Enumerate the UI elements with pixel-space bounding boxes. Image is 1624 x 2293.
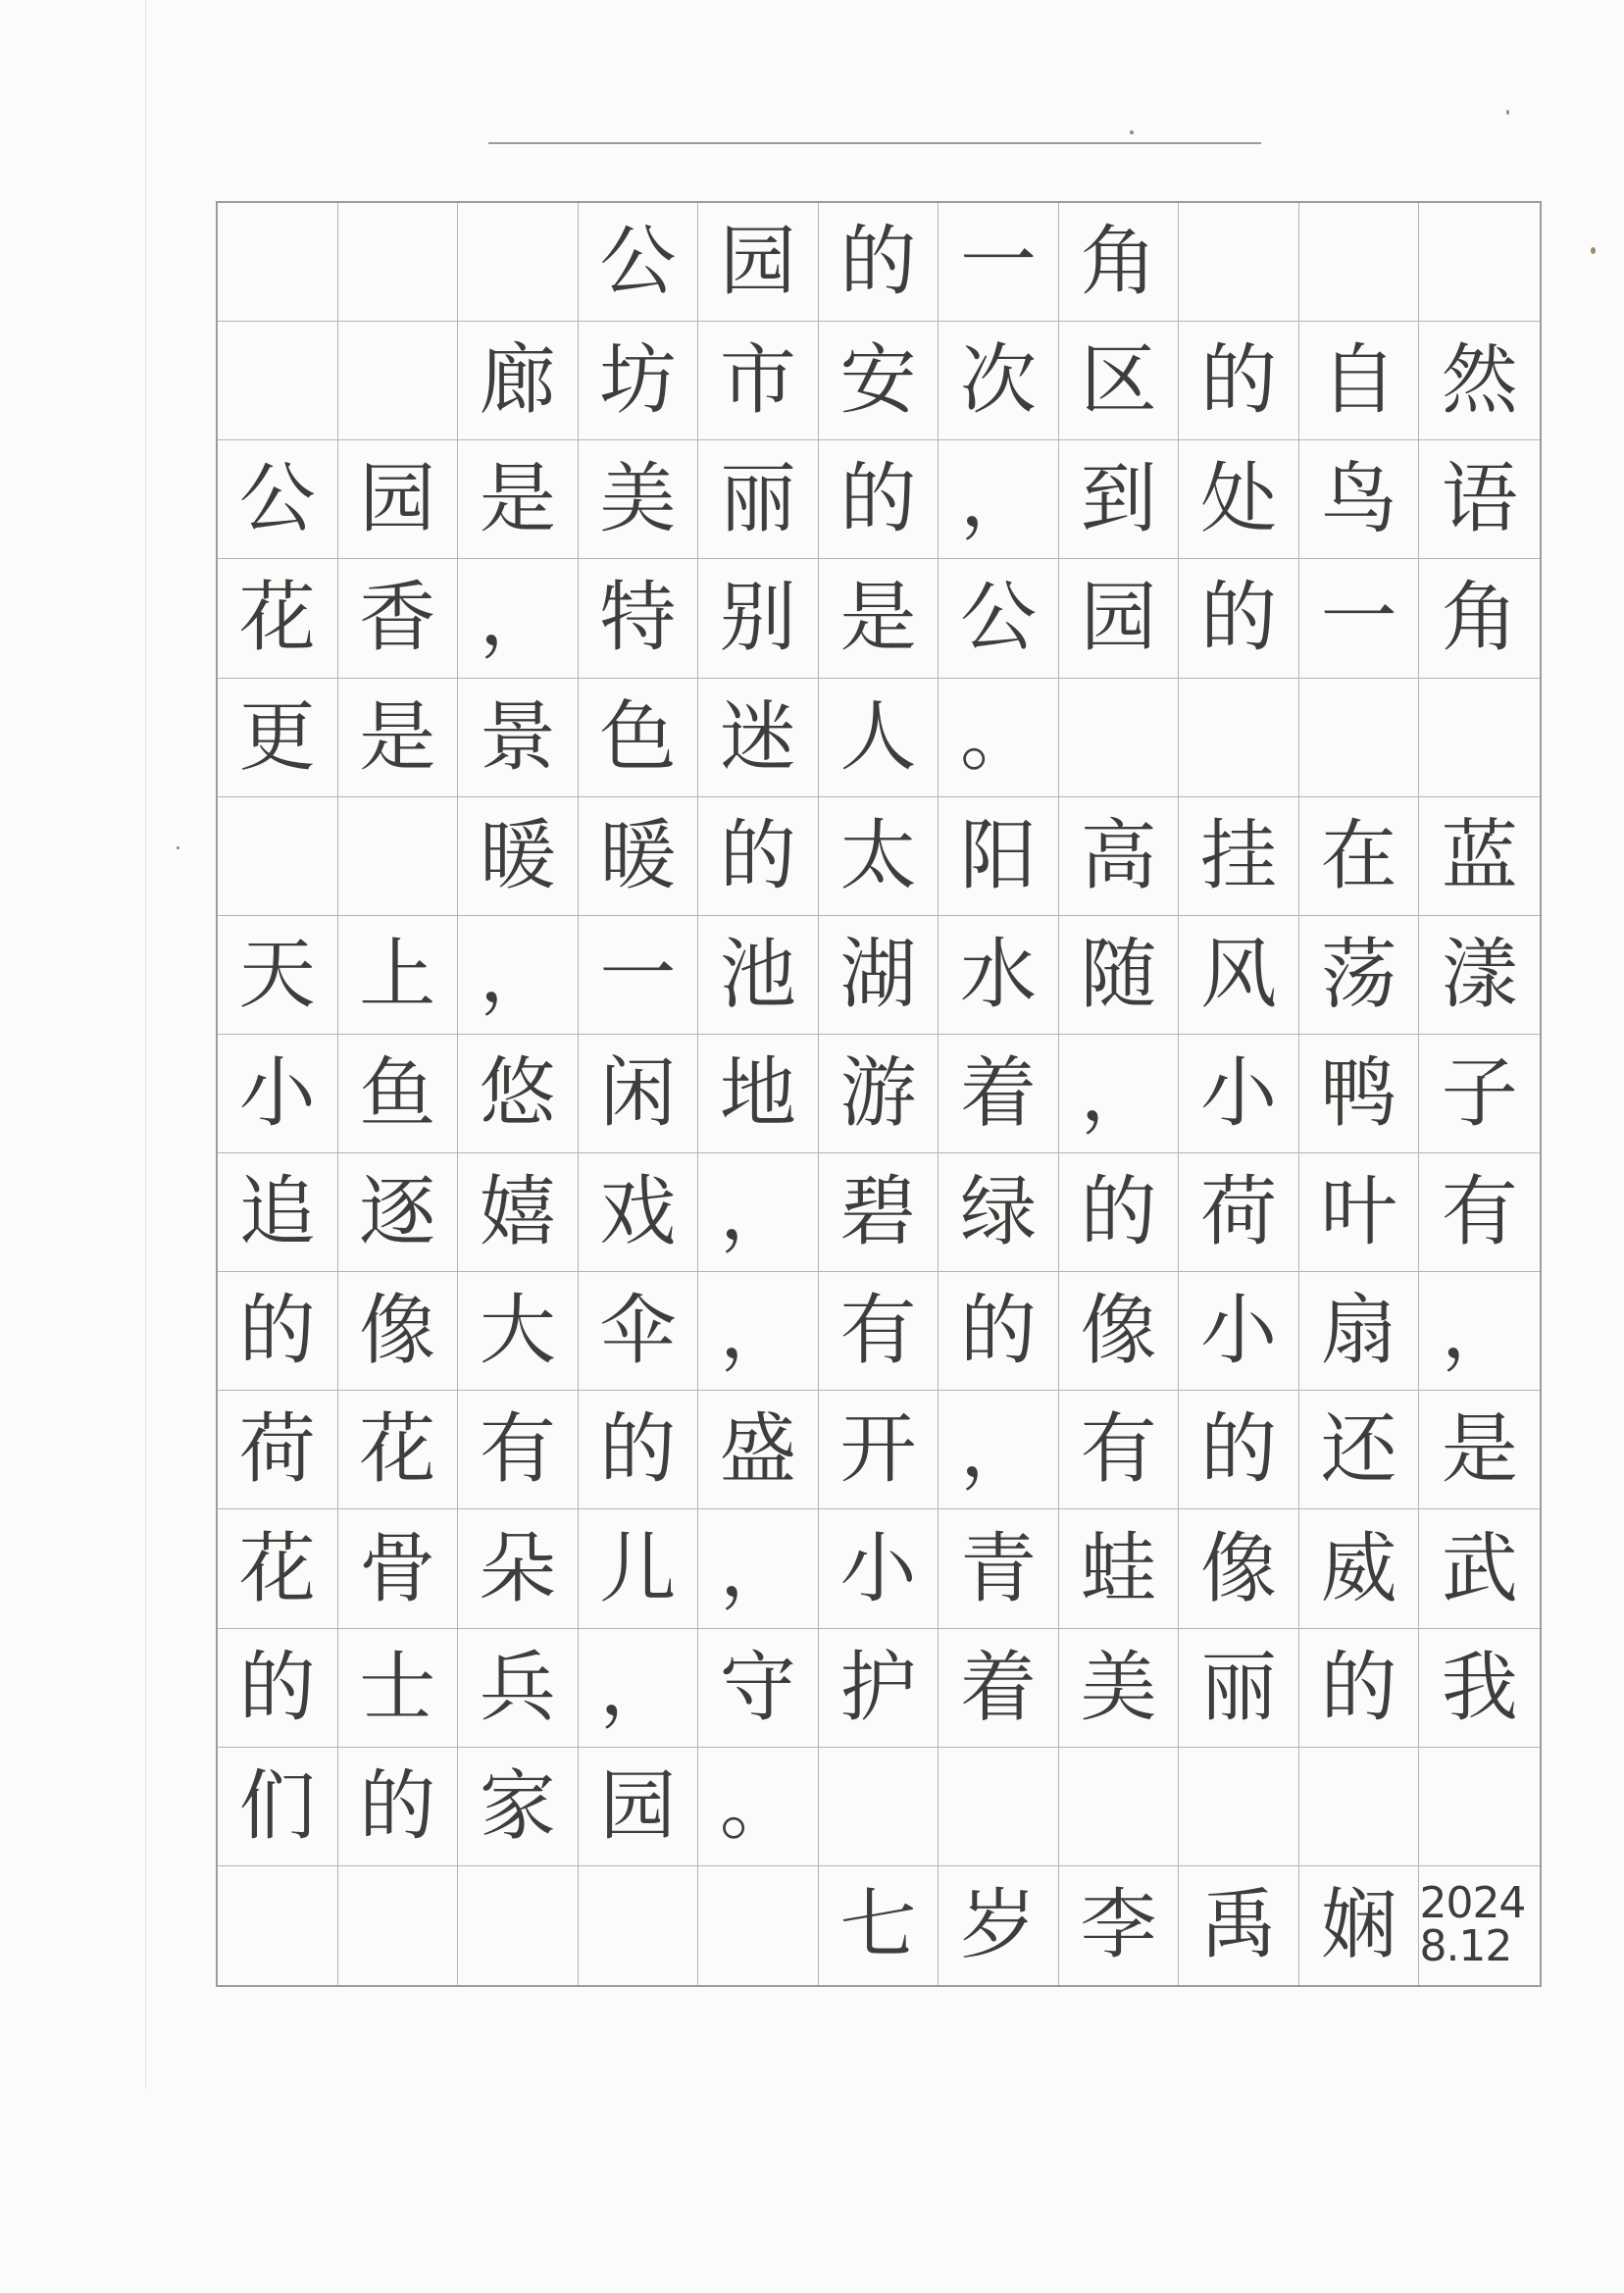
grid-cell: ， [698, 1509, 819, 1628]
grid-cell: 语 [1419, 440, 1540, 559]
grid-cell: 像 [338, 1272, 459, 1391]
grid-cell: 的 [1179, 559, 1299, 678]
grid-cell [1419, 679, 1540, 797]
grid-cell: 的 [819, 440, 939, 559]
grid-cell: 随 [1059, 916, 1180, 1035]
title-rule [488, 142, 1261, 144]
grid-cell: 朵 [458, 1509, 579, 1628]
grid-cell: 兵 [458, 1629, 579, 1748]
grid-cell: 。 [698, 1748, 819, 1866]
grid-cell: 的 [1179, 1391, 1299, 1509]
grid-cell: 闲 [579, 1035, 699, 1153]
grid-cell: 绿 [939, 1153, 1059, 1272]
grid-cell: 守 [698, 1629, 819, 1748]
grid-cell: 小 [1179, 1035, 1299, 1153]
ink-speck [1591, 247, 1596, 254]
grid-cell: 天 [218, 916, 338, 1035]
grid-cell: 坊 [579, 322, 699, 440]
grid-cell [218, 1866, 338, 1985]
grid-cell: 漾 [1419, 916, 1540, 1035]
grid-cell: ， [1059, 1035, 1180, 1153]
grid-cell [1179, 679, 1299, 797]
grid-cell: ， [939, 1391, 1059, 1509]
grid-cell: 岁 [939, 1866, 1059, 1985]
grid-cell: 逐 [338, 1153, 459, 1272]
grid-cell: 园 [1059, 559, 1180, 678]
grid-cell: 我 [1419, 1629, 1540, 1748]
grid-cell [1059, 679, 1180, 797]
grid-cell: 公 [218, 440, 338, 559]
grid-cell: 2024 8.12 [1419, 1878, 1526, 1972]
grid-cell: 有 [1419, 1153, 1540, 1272]
grid-cell: 区 [1059, 322, 1180, 440]
grid-cell: 廊 [458, 322, 579, 440]
grid-cell: 悠 [458, 1035, 579, 1153]
grid-cell: 阳 [939, 797, 1059, 916]
grid-cell: 公 [939, 559, 1059, 678]
grid-cell: 的 [218, 1629, 338, 1748]
grid-cell [698, 1866, 819, 1985]
grid-cell: 太 [819, 797, 939, 916]
grid-cell: 美 [1059, 1629, 1180, 1748]
grid-cell: 威 [1299, 1509, 1420, 1628]
grid-cell: 像 [1059, 1272, 1180, 1391]
grid-cell [218, 322, 338, 440]
grid-cell: 园 [579, 1748, 699, 1866]
grid-cell: 风 [1179, 916, 1299, 1035]
grid-cell: 公 [579, 203, 699, 322]
grid-cell [1059, 1748, 1180, 1866]
grid-cell: 戏 [579, 1153, 699, 1272]
grid-cell [338, 797, 459, 916]
grid-cell: 然 [1419, 322, 1540, 440]
grid-cell: 荷 [1179, 1153, 1299, 1272]
grid-cell: 花 [338, 1391, 459, 1509]
grid-cell: 是 [338, 679, 459, 797]
grid-cell: 园 [338, 440, 459, 559]
grid-cell: 的 [579, 1391, 699, 1509]
grid-cell: 上 [338, 916, 459, 1035]
grid-cell: 别 [698, 559, 819, 678]
paper-edge [145, 0, 146, 2089]
grid-cell: 挂 [1179, 797, 1299, 916]
grid-cell: 人 [819, 679, 939, 797]
grid-cell: 嬉 [458, 1153, 579, 1272]
grid-cell: 武 [1419, 1509, 1540, 1628]
grid-cell: 园 [698, 203, 819, 322]
grid-cell: 小 [819, 1509, 939, 1628]
grid-cell: ， [1419, 1272, 1540, 1391]
grid-cell: ， [939, 440, 1059, 559]
grid-cell: 蓝 [1419, 797, 1540, 916]
grid-cell: 像 [1179, 1509, 1299, 1628]
grid-cell [1299, 1748, 1420, 1866]
grid-cell: 小 [1179, 1272, 1299, 1391]
grid-cell [819, 1748, 939, 1866]
grid-cell [338, 322, 459, 440]
grid-cell: 儿 [579, 1509, 699, 1628]
grid-cell: 着 [939, 1035, 1059, 1153]
grid-cell [1419, 1748, 1540, 1866]
grid-cell: 景 [458, 679, 579, 797]
grid-cell: 护 [819, 1629, 939, 1748]
grid-cell: 安 [819, 322, 939, 440]
grid-cell: 的 [338, 1748, 459, 1866]
grid-cell: 一 [939, 203, 1059, 322]
grid-cell [338, 203, 459, 322]
grid-cell: 水 [939, 916, 1059, 1035]
grid-cell: 暖 [458, 797, 579, 916]
grid-cell: ， [458, 559, 579, 678]
grid-cell: 美 [579, 440, 699, 559]
grid-cell: 一 [579, 916, 699, 1035]
grid-cell: 丽 [698, 440, 819, 559]
grid-cell: 鱼 [338, 1035, 459, 1153]
grid-cell [458, 1866, 579, 1985]
grid-cell [1299, 679, 1420, 797]
grid-cell: 禹 [1179, 1866, 1299, 1985]
grid-cell: 的 [939, 1272, 1059, 1391]
grid-cell: 游 [819, 1035, 939, 1153]
grid-cell: 大 [458, 1272, 579, 1391]
grid-cell: 鸭 [1299, 1035, 1420, 1153]
grid-cell: 特 [579, 559, 699, 678]
grid-cell: 市 [698, 322, 819, 440]
grid-cell: ， [698, 1272, 819, 1391]
grid-cell: 开 [819, 1391, 939, 1509]
grid-cell: 子 [1419, 1035, 1540, 1153]
grid-cell: 。 [939, 679, 1059, 797]
grid-cell: 是 [458, 440, 579, 559]
grid-cell: 的 [698, 797, 819, 916]
grid-cell: 有 [1059, 1391, 1180, 1509]
grid-cell: 高 [1059, 797, 1180, 916]
grid-cell: 七 [819, 1866, 939, 1985]
grid-cell: 地 [698, 1035, 819, 1153]
grid-cell: 处 [1179, 440, 1299, 559]
grid-cell: 花 [218, 559, 338, 678]
grid-cell: 的 [1299, 1629, 1420, 1748]
grid-cell: ， [579, 1629, 699, 1748]
grid-cell: 在 [1299, 797, 1420, 916]
grid-cell: 李 [1059, 1866, 1180, 1985]
grid-cell: 叶 [1299, 1153, 1420, 1272]
grid-cell: ， [698, 1153, 819, 1272]
grid-cell: 迷 [698, 679, 819, 797]
grid-cell: 花 [218, 1509, 338, 1628]
grid-cell: 是 [819, 559, 939, 678]
grid-cell: 荷 [218, 1391, 338, 1509]
grid-cell: 角 [1059, 203, 1180, 322]
grid-cell: 家 [458, 1748, 579, 1866]
grid-cell: 青 [939, 1509, 1059, 1628]
grid-cell: 鸟 [1299, 440, 1420, 559]
grid-cell: 娴 [1299, 1866, 1420, 1985]
grid-cell: 扇 [1299, 1272, 1420, 1391]
grid-cell: 还 [1299, 1391, 1420, 1509]
grid-cell: 的 [1059, 1153, 1180, 1272]
grid-cell: 着 [939, 1629, 1059, 1748]
grid-cell [218, 797, 338, 916]
ink-speck [1506, 110, 1509, 115]
grid-cell: 小 [218, 1035, 338, 1153]
grid-cell: 追 [218, 1153, 338, 1272]
grid-cell: 有 [458, 1391, 579, 1509]
grid-cell: 们 [218, 1748, 338, 1866]
grid-cell [1299, 203, 1420, 322]
grid-cell: 的 [218, 1272, 338, 1391]
grid-cell: 池 [698, 916, 819, 1035]
grid-cell: 到 [1059, 440, 1180, 559]
grid-cell [579, 1866, 699, 1985]
grid-cell [1179, 203, 1299, 322]
ink-speck [177, 846, 179, 849]
grid-cell: 色 [579, 679, 699, 797]
grid-cell: 的 [819, 203, 939, 322]
grid-cell: 暖 [579, 797, 699, 916]
writing-grid [216, 201, 1542, 1987]
grid-cell: 的 [1179, 322, 1299, 440]
grid-cell: 香 [338, 559, 459, 678]
grid-cell: 士 [338, 1629, 459, 1748]
grid-cell: 骨 [338, 1509, 459, 1628]
grid-cell [338, 1866, 459, 1985]
grid-cell [458, 203, 579, 322]
grid-cell [939, 1748, 1059, 1866]
ink-speck [1130, 130, 1134, 134]
grid-cell: 碧 [819, 1153, 939, 1272]
grid-cell: 蛙 [1059, 1509, 1180, 1628]
grid-cell [218, 203, 338, 322]
grid-cell: 次 [939, 322, 1059, 440]
grid-cell: 有 [819, 1272, 939, 1391]
grid-cell: 是 [1419, 1391, 1540, 1509]
grid-cell [1419, 203, 1540, 322]
grid-cell: 更 [218, 679, 338, 797]
grid-cell: 伞 [579, 1272, 699, 1391]
grid-cell: 自 [1299, 322, 1420, 440]
grid-cell: 丽 [1179, 1629, 1299, 1748]
grid-cell [1179, 1748, 1299, 1866]
grid-cell: ， [458, 916, 579, 1035]
grid-cell: 角 [1419, 559, 1540, 678]
grid-cell: 荡 [1299, 916, 1420, 1035]
grid-cell: 盛 [698, 1391, 819, 1509]
grid-cell: 湖 [819, 916, 939, 1035]
grid-cell: 一 [1299, 559, 1420, 678]
